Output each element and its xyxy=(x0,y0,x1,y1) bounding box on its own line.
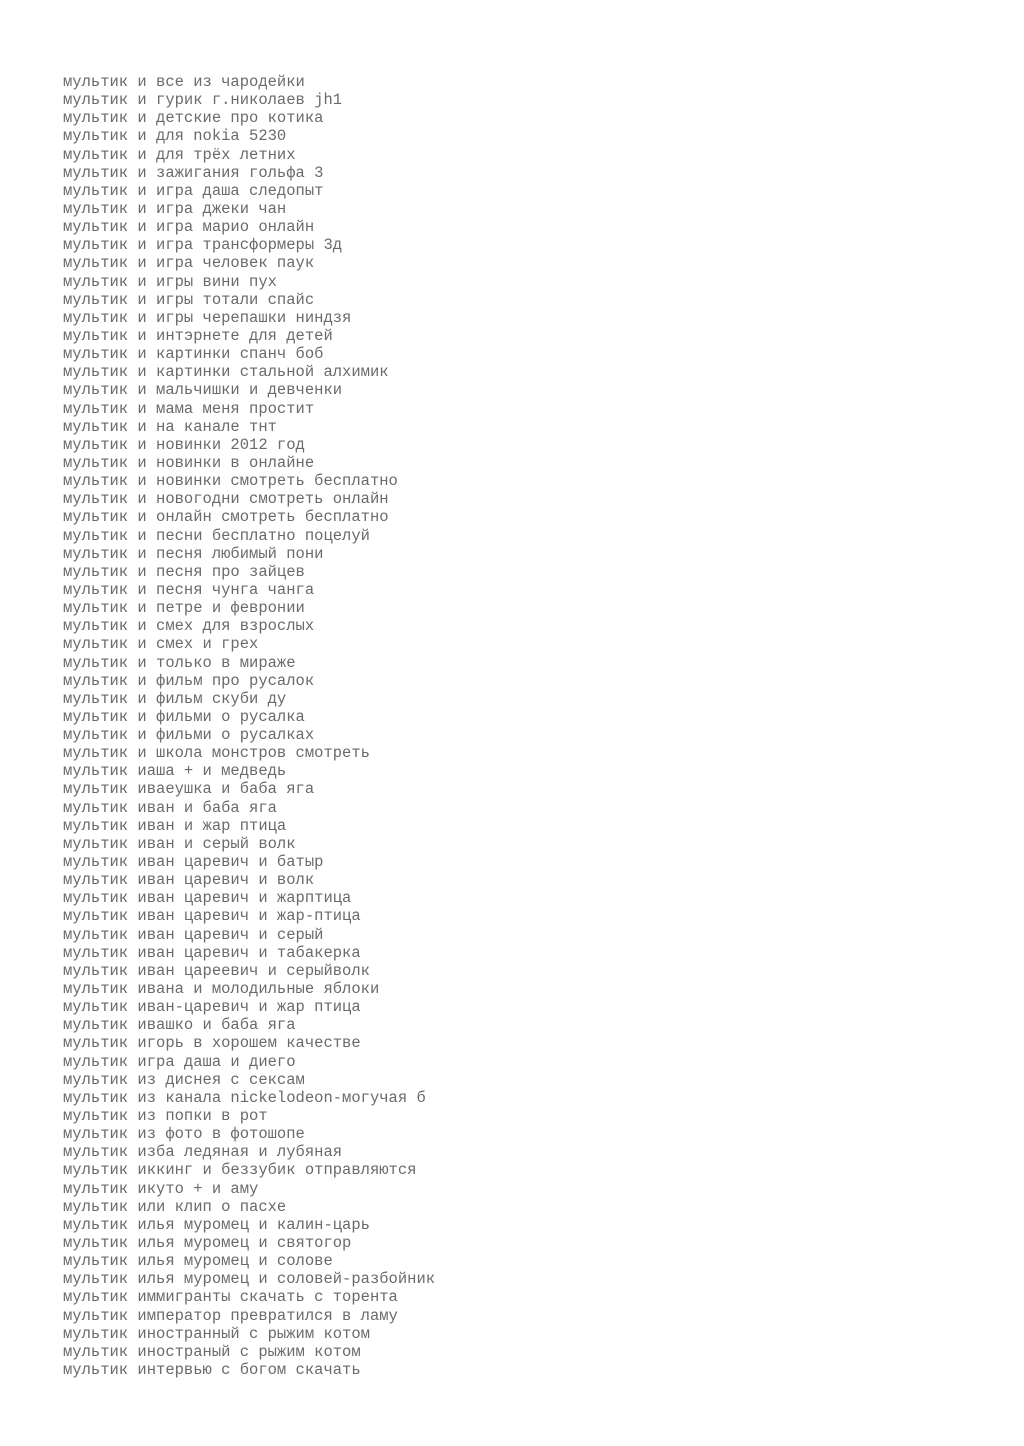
text-line: мультик иван и баба яга xyxy=(63,798,277,817)
text-line: мультик илья муромец и святогор xyxy=(63,1234,352,1252)
text-line: мультик иван царевич и серый xyxy=(63,925,324,944)
text-line: мультик из диснея с сексам xyxy=(63,1070,305,1089)
text-line: мультик и новогодни смотреть онлайн xyxy=(63,490,389,509)
text-line: мультик иаша + и медведь xyxy=(63,762,287,781)
text-line: мультик и картинки спанч боб xyxy=(63,345,324,364)
text-line: мультик иностраный с рыжим котом xyxy=(63,1342,361,1361)
text-line: мультик и новинки в онлайне xyxy=(63,453,315,472)
text-line: мультик иммигранты скачать с торента xyxy=(63,1288,398,1307)
text-line: мультик иван царевич и волк xyxy=(63,871,315,890)
text-line: мультик и песня любимый пони xyxy=(63,544,324,563)
text-line: мультик и игры тотали спайс xyxy=(63,290,315,309)
text-line: мультик иван царевич и батыр xyxy=(63,853,324,872)
text-line: мультик и для трёх летних xyxy=(63,145,296,164)
text-line: мультик иван царевич и жарптица xyxy=(63,889,352,908)
text-line: мультик илья муромец и солове xyxy=(63,1252,333,1271)
text-line: мультик и мама меня простит xyxy=(63,399,315,418)
text-line: мультик и зажигания гольфа 3 xyxy=(63,163,324,182)
text-line: мультик иваеушка и баба яга xyxy=(63,780,315,799)
text-line: мультик и детские про котика xyxy=(63,109,324,128)
text-line: мультик илья муромец и калин-царь xyxy=(63,1215,370,1234)
text-line: мультик и новинки 2012 год xyxy=(63,435,305,454)
text-line: мультик иккинг и беззубик отправляются xyxy=(63,1161,417,1180)
text-line: мультик иностранный с рыжим котом xyxy=(63,1324,370,1343)
text-line: мультик и игра человек паук xyxy=(63,254,315,273)
text-line: мультик ивашко и баба яга xyxy=(63,1016,296,1035)
text-line: мультик иван цареевич и серыйволк xyxy=(63,961,370,980)
text-line: мультик и петре и февронии xyxy=(63,599,305,618)
text-line: мультик и фильм про русалок xyxy=(63,671,315,690)
text-line: мультик из попки в рот xyxy=(63,1107,268,1126)
text-line: мультик и песня чунга чанга xyxy=(63,580,315,599)
text-line: мультик и игра трансформеры 3д xyxy=(63,236,343,255)
text-line: мультик иван-царевич и жар птица xyxy=(63,998,361,1017)
text-line: мультик икуто + и аму xyxy=(63,1179,259,1198)
text-line: мультик и смех для взрослых xyxy=(63,617,315,636)
text-line: мультик и игра марио онлайн xyxy=(63,218,315,237)
text-line: мультик и только в мираже xyxy=(63,653,296,672)
text-lines xyxy=(63,73,435,1379)
text-line: мультик и фильми о русалках xyxy=(63,726,315,745)
text-line: мультик игорь в хорошем качестве xyxy=(63,1034,361,1053)
text-line: мультик и игра даша следопыт xyxy=(63,181,324,200)
text-line: мультик и песни бесплатно поцелуй xyxy=(63,526,370,545)
text-line: мультик и все из чародейки xyxy=(63,73,305,91)
text-line: мультик иван и серый волк xyxy=(63,834,296,853)
text-line: мультик ивана и молодильные яблоки xyxy=(63,980,380,999)
text-line: мультик и гурик г.николаев jh1 xyxy=(63,91,343,110)
text-line: мультик и интэрнете для детей xyxy=(63,326,333,345)
text-line: мультик или клип о пасхе xyxy=(63,1197,287,1216)
text-line: мультик и новинки смотреть бесплатно xyxy=(63,472,398,491)
text-line: мультик интервью с богом скачать xyxy=(63,1360,361,1379)
text-line: мультик и для nokia 5230 xyxy=(63,127,287,146)
text-line: мультик и игра джеки чан xyxy=(63,199,287,218)
text-line: мультик иван царевич и табакерка xyxy=(63,943,361,962)
text-line: мультик и песня про зайцев xyxy=(63,562,305,581)
text-line: мультик и на канале тнт xyxy=(63,417,277,436)
text-line: мультик император превратился в ламу xyxy=(63,1306,398,1325)
text-line: мультик и фильми о русалка xyxy=(63,707,305,726)
text-line: мультик и онлайн смотреть бесплатно xyxy=(63,508,389,527)
text-line: мультик и игры черепашки ниндзя xyxy=(63,308,352,327)
text-line: мультик иван царевич и жар-птица xyxy=(63,907,361,926)
text-line: мультик иван и жар птица xyxy=(63,816,287,835)
text-line: мультик и картинки стальной алхимик xyxy=(63,363,389,382)
text-line: мультик и фильм скуби ду xyxy=(63,689,287,708)
text-line: мультик изба ледяная и лубяная xyxy=(63,1143,343,1162)
text-line: мультик и мальчишки и девченки xyxy=(63,381,343,400)
text-line: мультик и игры вини пух xyxy=(63,272,277,291)
text-line: мультик и смех и грех xyxy=(63,635,259,654)
text-line: мультик из канала nickelodeon-могучая б xyxy=(63,1088,426,1107)
text-line: мультик из фото в фотошопе xyxy=(63,1125,305,1144)
text-line: мультик игра даша и диего xyxy=(63,1052,296,1071)
text-line: мультик и школа монстров смотреть xyxy=(63,744,370,763)
text-line: мультик илья муромец и соловей-разбойник xyxy=(63,1270,436,1289)
